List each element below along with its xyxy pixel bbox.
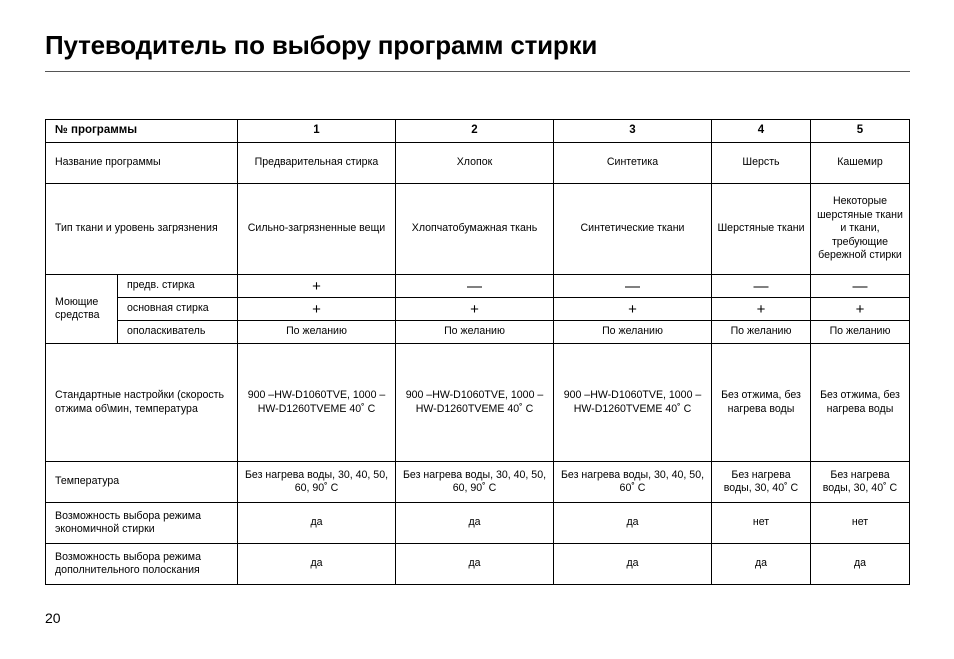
temperature-row [46, 462, 910, 503]
eco-wash-cell: нет [811, 503, 910, 544]
eco-wash-row [46, 503, 910, 544]
main-wash-cell: + [238, 298, 396, 321]
softener-label: ополаскиватель [118, 321, 238, 344]
softener-cell: По желанию [811, 321, 910, 344]
program-name-cell: Синтетика [554, 143, 712, 184]
title-divider [45, 71, 910, 72]
prewash-cell: + [238, 275, 396, 298]
default-settings-label: Стандартные настройки (скорость отжима об\мин, температура [46, 344, 238, 462]
softener-cell: По желанию [396, 321, 554, 344]
softener-cell: По желанию [238, 321, 396, 344]
extra-rinse-cell: да [712, 544, 811, 585]
extra-rinse-cell: да [238, 544, 396, 585]
program-name-cell: Кашемир [811, 143, 910, 184]
main-wash-cell: + [396, 298, 554, 321]
prewash-cell: — [811, 275, 910, 298]
temperature-cell: Без нагрева воды, 30, 40, 50, 60˚ С [554, 462, 712, 503]
program-number-cell: 5 [811, 120, 910, 143]
main-wash-cell: + [712, 298, 811, 321]
detergents-label: Моющие средства [46, 275, 118, 344]
eco-wash-cell: да [554, 503, 712, 544]
page-number: 20 [45, 610, 61, 626]
program-number-row [46, 120, 910, 143]
program-name-cell: Предварительная стирка [238, 143, 396, 184]
fabric-type-cell: Хлопчатобумажная ткань [396, 184, 554, 275]
eco-wash-label: Возможность выбора режима экономичной стирки [46, 503, 238, 544]
fabric-type-cell: Шерстяные ткани [712, 184, 811, 275]
eco-wash-cell: да [396, 503, 554, 544]
prewash-label: предв. стирка [118, 275, 238, 298]
prewash-detergent-row [46, 275, 910, 298]
extra-rinse-cell: да [811, 544, 910, 585]
extra-rinse-cell: да [554, 544, 712, 585]
default-settings-cell: Без отжима, без нагрева воды [811, 344, 910, 462]
program-number-cell: 4 [712, 120, 811, 143]
temperature-cell: Без нагрева воды, 30, 40˚ С [712, 462, 811, 503]
program-guide-table [45, 119, 910, 585]
default-settings-cell: 900 –HW-D1060TVE, 1000 –HW-D1260TVEME 40˚ С [238, 344, 396, 462]
softener-cell: По желанию [554, 321, 712, 344]
fabric-type-cell: Синтетические ткани [554, 184, 712, 275]
default-settings-cell: 900 –HW-D1060TVE, 1000 –HW-D1260TVEME 40˚ С [554, 344, 712, 462]
page-title: Путеводитель по выбору программ стирки [45, 30, 598, 60]
prewash-cell: — [554, 275, 712, 298]
softener-row [46, 321, 910, 344]
fabric-type-row [46, 184, 910, 275]
default-settings-cell: 900 –HW-D1060TVE, 1000 –HW-D1260TVEME 40˚ С [396, 344, 554, 462]
extra-rinse-label: Возможность выбора режима дополнительного полоскания [46, 544, 238, 585]
fabric-type-cell: Некоторые шерстяные ткани и ткани, требующие бережной стирки [811, 184, 910, 275]
extra-rinse-cell: да [396, 544, 554, 585]
temperature-label: Температура [46, 462, 238, 503]
main-wash-label: основная стирка [118, 298, 238, 321]
main-wash-cell: + [811, 298, 910, 321]
program-name-label: Название программы [46, 143, 238, 184]
fabric-type-label: Тип ткани и уровень загрязнения [46, 184, 238, 275]
program-name-cell: Хлопок [396, 143, 554, 184]
eco-wash-cell: да [238, 503, 396, 544]
program-number-cell: 2 [396, 120, 554, 143]
default-settings-cell: Без отжима, без нагрева воды [712, 344, 811, 462]
default-settings-row [46, 344, 910, 462]
temperature-cell: Без нагрева воды, 30, 40˚ С [811, 462, 910, 503]
temperature-cell: Без нагрева воды, 30, 40, 50, 60, 90˚ С [396, 462, 554, 503]
fabric-type-cell: Сильно-загрязненные вещи [238, 184, 396, 275]
main-wash-cell: + [554, 298, 712, 321]
eco-wash-cell: нет [712, 503, 811, 544]
program-name-row [46, 143, 910, 184]
program-name-cell: Шерсть [712, 143, 811, 184]
main-wash-detergent-row [46, 298, 910, 321]
prewash-cell: — [712, 275, 811, 298]
program-number-label: № программы [46, 120, 238, 143]
extra-rinse-row [46, 544, 910, 585]
temperature-cell: Без нагрева воды, 30, 40, 50, 60, 90˚ С [238, 462, 396, 503]
softener-cell: По желанию [712, 321, 811, 344]
program-number-cell: 1 [238, 120, 396, 143]
prewash-cell: — [396, 275, 554, 298]
program-number-cell: 3 [554, 120, 712, 143]
